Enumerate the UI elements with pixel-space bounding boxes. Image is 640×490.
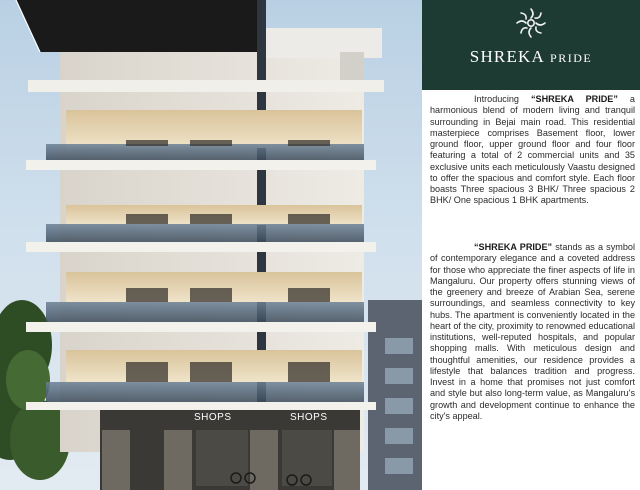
brand-subtitle: PRIDE: [550, 51, 593, 65]
shop-sign-right: SHOPS: [290, 412, 328, 423]
brand-header: [422, 0, 640, 90]
ornamental-sun-logo-icon: [514, 6, 548, 40]
brand-name: [422, 47, 640, 67]
shop-sign-left: SHOPS: [194, 412, 232, 423]
intro-body-text: a harmonious blend of modern living and tranquil surrounding in Bejai main road. This residential masterpiece comprises Basement floor, lower ground floor, upper ground floor and four floor featuring a total of 2 commercial units and 35 exclusive units each meticulously Vaastu designed to offer the spacious and comfort style. Each floor boasts Three spacious 3 BHK/ Three spacious 2 BHK/ One spacious 1 BHK apartments.: [430, 94, 635, 206]
intro-paragraph: [430, 94, 635, 207]
floors: [26, 80, 384, 410]
elegance-paragraph: [430, 242, 635, 422]
intro-highlight: “SHREKA PRIDE”: [530, 94, 618, 104]
roof-slab: [16, 0, 258, 52]
elegance-body-text: stands as a symbol of contemporary elegance and a coveted address for those who appreciate the finer aspects of life in Mangaluru. Our property offers stunning views of the greenery and breeze of Arabian Sea, serene surroundings, and seamless connectivity to key hubs. The apartment is conveniently located in the heart of the city, proximity to renowned educational institutions, well-reputed hospitals, and popular shopping malls. With meticulous design and thoughtful amenities, our residence provides a lifestyle that balances tradition and progress. Invest in a home that promises not just comfort and style but also long-term value, as Mangaluru's growth and development continue to enhance the city's appeal.: [430, 242, 635, 421]
brand-title: SHREKA: [469, 47, 546, 66]
intro-lead-text: Introducing: [474, 94, 531, 104]
description-panel: [422, 0, 640, 490]
elegance-highlight: “SHREKA PRIDE”: [474, 242, 553, 252]
